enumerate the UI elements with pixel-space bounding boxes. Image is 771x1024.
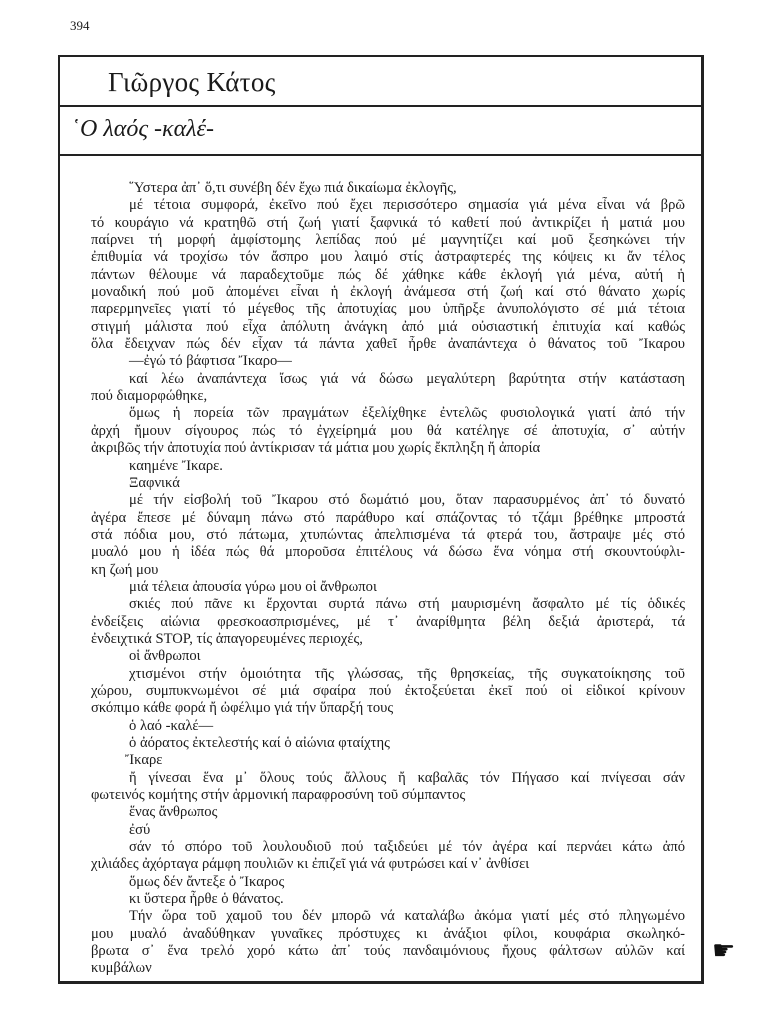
text-line: ἐνδειχτικά STOP, τίς ἀπαγορευμένες περιοχές,	[91, 630, 363, 647]
text-line: στιγμή μάλιστα πού εἶχα ἀπόλυτη ἀνάγκη ἀπό μιά οὐσιαστική ἐπιτυχία καί καθώς	[91, 318, 685, 335]
text-line: ἤ γίνεσαι ἕνα μ᾽ ὅλους τούς ἄλλους ἤ καβαλᾶς τόν Πήγασο καί πνίγεσαι σάν	[129, 769, 685, 786]
text-line: κη ζωή μου	[91, 561, 159, 578]
text-line: σάν τό σπόρο τοῦ λουλουδιοῦ πού ταξιδεύει μέ τόν ἀγέρα καί περνάει κάτω ἀπό	[129, 839, 685, 856]
text-line: μέ τήν εἰσβολή τοῦ Ἴκαρου στό δωμάτιό μου, ὅταν παρασυρμένος ἀπ᾽ τό δυνατό	[129, 492, 685, 509]
text-line: χτισμένοι στήν ὁμοιότητα τῆς γλώσσας, τῆς θρησκείας, τῆς συγκατοίκησης τοῦ	[129, 665, 685, 682]
text-line: ὁ ἀόρατος ἐκτελεστής καί ὁ αἰώνια φταίχτης	[129, 735, 390, 751]
pointing-hand-icon: ☛	[712, 936, 736, 965]
text-line: ἐνδείξεις αἰώνια φρεσκοασπρισμένες, μέ τ᾽ ἀναρίθμητα βέλη δεξιά ἀριστερά, τά	[91, 613, 685, 630]
text-line: ὁ λαό -καλέ—	[129, 717, 214, 734]
text-line: κι ὕστερα ἦρθε ὁ θάνατος.	[129, 891, 284, 908]
text-line: Ξαφνικά	[129, 474, 180, 491]
text-line: χώρου, συμπυκνωμένοι σέ μιά σφαίρα πού ἐκτοξεύεται ἐκεῖ πού οἱ εἰδικοί κρίνουν	[91, 682, 685, 699]
text-line: οἱ ἄνθρωποι	[129, 648, 201, 665]
text-line: χιλιάδες ἀχόρταγα ράμφη πουλιῶν κι ἐπιζεῖ γιά νά φυτρώσει καί ν᾽ ἀνθίσει	[91, 856, 530, 873]
text-line: μου μυαλό ἀναδύθηκαν γυναῖκες πρόστυχες κι ἀνάξιοι φίλοι, κουφάρια σκωληκό-	[91, 925, 685, 942]
text-line: καημένε Ἴκαρε.	[129, 457, 223, 474]
poem-frame	[58, 55, 704, 984]
text-line: ἐσύ	[129, 821, 151, 838]
text-line: μιά τέλεια ἀπουσία γύρω μου οἱ ἄνθρωποι	[129, 578, 377, 595]
text-line: στά πόδια μου, στό πάτωμα, χτυπώντας ἀπελπισμένα τά φτερά του, ἄστραψε μές στό	[91, 526, 685, 543]
text-line: σκιές πού πᾶνε κι ἔρχονται συρτά πάνω στή μαυρισμένη ἄσφαλτο μέ τίς ὁδικές	[129, 596, 685, 613]
title-header	[60, 105, 701, 156]
text-line: βρωτα σ᾽ ἕνα τρελό χορό κάτω ἀπ᾽ τούς πανδαιμόνιους ἤχους φάλτσων αὐλῶν καί	[91, 943, 685, 960]
text-line: ὅμως ἡ πορεία τῶν πραγμάτων ἐξελίχθηκε ἐντελῶς φυσιολογικά γιατί ἀπό τήν	[129, 405, 685, 422]
text-line: σκόπιμο κάθε φορά ἤ ὠφέλιμο γιά τήν ὕπαρξή τους	[91, 700, 394, 717]
text-line: κυμβάλων	[91, 960, 152, 977]
text-line: Ἴκαρε	[125, 752, 163, 769]
text-line: ἀκριβῶς τήν ἀποτυχία πού ἀντίκρισαν τά μάτια μου χωρίς ἔκπληξη ἤ ἀπορία	[91, 440, 541, 457]
text-line: μοναδική πού μοῦ ἀπομένει εἶναι ἡ ἐκλογή ἀνάμεσα στή ζωή καί στό θάνατο χωρίς	[91, 284, 685, 301]
poem-title: ῾Ο λαός -καλέ-	[72, 116, 215, 142]
text-line: ἀγέρα ἔπεσε μέ δύναμη πάνω στό παράθυρο καί σπάζοντας τό τζάμι βρέθηκε μπροστά	[91, 509, 685, 526]
text-line: τό κουράγιο νά κρατηθῶ στή ζωή γιατί ξαφνικά τό καθετί πού ἀντικρίζει ἡ ματιά μου	[91, 214, 685, 231]
author-name: Γιῶργος Κάτος	[108, 67, 276, 97]
text-line: πού διαμορφώθηκε,	[91, 388, 208, 405]
text-line: ὅμως δέν ἄντεξε ὁ Ἴκαρος	[129, 873, 285, 890]
text-line: μέ τέτοια συμφορά, ἐκεῖνο πού ἔχει περισσότερο σημασία γιά μένα εἶναι νά βρῶ	[129, 197, 685, 214]
text-line: μυαλό μου ἡ ἰδέα πώς θά μποροῦσα ἐπιτέλους νά δώσω ἕνα νόημα στή σκουντούφλι-	[91, 544, 685, 561]
text-line: ἀρχή ἤμουν σίγουρος πώς τό ἐγχείρημά μου θά κατέληγε σέ ἀποτυχία, σ᾽ αὐτήν	[91, 422, 685, 439]
page-number: 394	[70, 18, 90, 33]
text-line: πάντων θέλουμε νά παραδεχτοῦμε πώς δέ χάθηκε κάθε ἐκλογή γιά μένα, αὐτή ἡ	[91, 266, 685, 283]
text-line: ῞Υστερα ἀπ᾽ ὅ,τι συνέβη δέν ἔχω πιά δικαίωμα ἐκλογῆς,	[129, 180, 457, 196]
text-line: παίρνει τή μορφή ἀμφίστομης λεπίδας πού μέ μαγνητίζει καί μοῦ ξεσηκώνει τήν	[91, 232, 685, 249]
text-line: —ἐγώ τό βάφτισα Ἴκαρο—	[129, 353, 292, 370]
author-header	[60, 57, 701, 107]
text-line: ἐπιθυμία νά τροχίσω τόν ἄσπρο μου λαιμό στίς ἀστραφτερές της κόψεις κι ἄν τέλος	[91, 249, 685, 266]
text-line: Τήν ὥρα τοῦ χαμοῦ του δέν μπορῶ νά καταλάβω ἀκόμα γιατί μές στό πληγωμένο	[129, 908, 685, 925]
text-line: ἕνας ἄνθρωπος	[129, 804, 218, 821]
text-line: ὅλα ἔδειχναν πώς δέν εἶχαν τά πάντα χαθεῖ ἦρθε ἀναπάντεχα ὁ θάνατος τοῦ Ἴκαρου	[91, 336, 685, 353]
text-line: φωτεινός κομήτης στήν ἁρμονική παραφροσύνη τοῦ σύμπαντος	[91, 787, 466, 804]
text-line: παρερμηνεῖες γιατί τό μέγεθος τῆς ἀποτυχίας μου ὑπῆρξε ἀνυπολόγιστο σέ μιά τέτοια	[91, 301, 685, 318]
text-line: καί λέω ἀναπάντεχα ἴσως γιά νά δώσω μεγαλύτερη βαρύτητα στήν κατάσταση	[129, 370, 685, 387]
poem-body	[91, 180, 685, 978]
